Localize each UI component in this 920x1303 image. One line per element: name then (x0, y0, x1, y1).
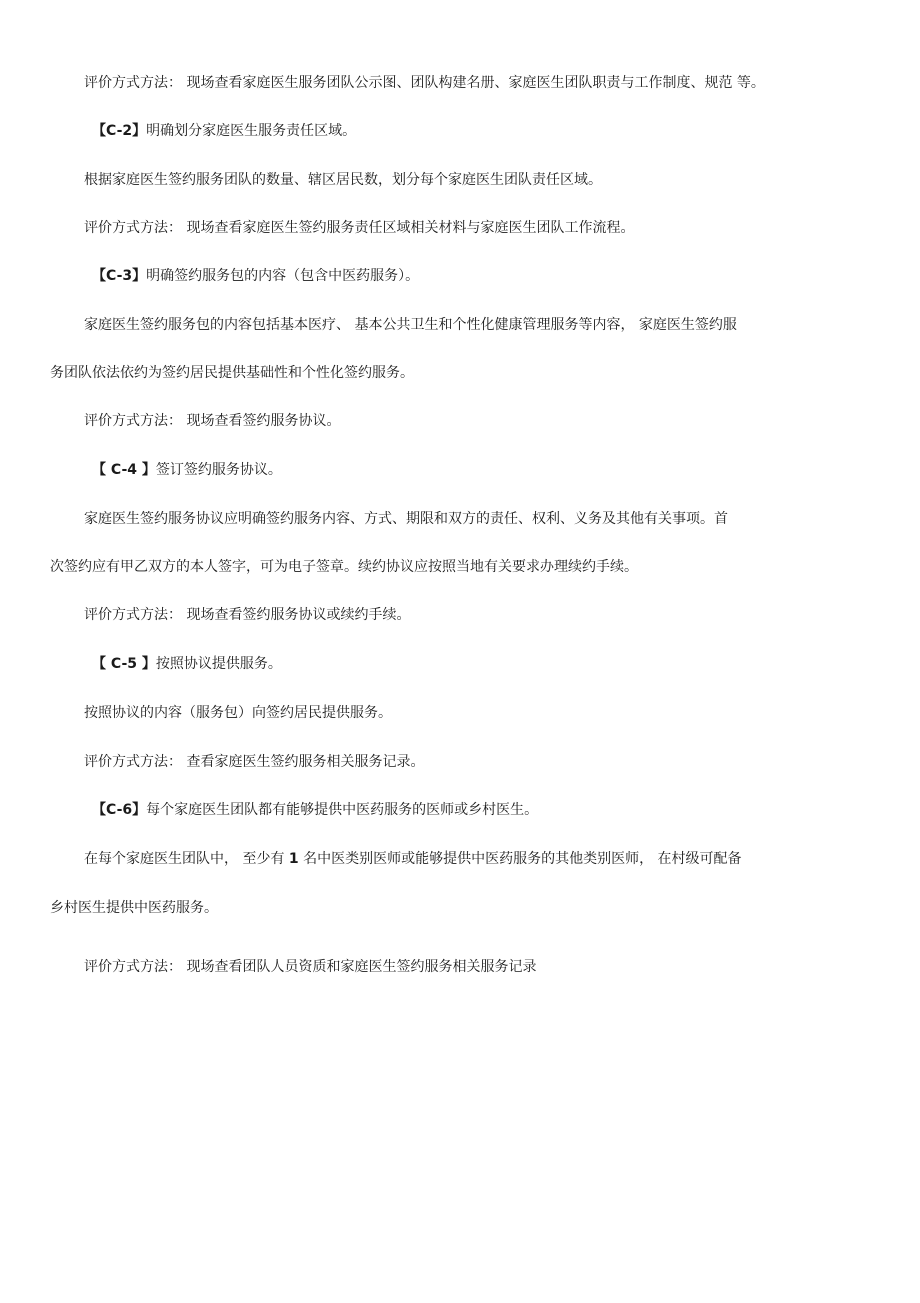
paragraph-text: 家庭医生签约服务包的内容包括基本医疗、 基本公共卫生和个性化健康管理服务等内容， 家庭医生签约服 (84, 317, 737, 333)
item-tag: 【 C-5 】 (92, 656, 156, 672)
item-body-c6-line2 (50, 898, 218, 918)
item-body-c2 (84, 170, 602, 190)
item-body-c6-line1 (84, 849, 742, 869)
paragraph-text: 名中医类别医师或能够提供中医药服务的其他类别医师， 在村级可配备 (298, 851, 742, 867)
paragraph-text: 评价方式方法： 现场查看团队人员资质和家庭医生签约服务相关服务记录 (84, 959, 537, 975)
evaluation-method-c4 (84, 605, 410, 625)
paragraph-text: 评价方式方法： 现场查看签约服务协议。 (84, 413, 341, 429)
item-body-c4-line1 (84, 509, 728, 529)
item-title: 明确划分家庭医生服务责任区域。 (146, 123, 357, 139)
item-body-c3-line1 (84, 315, 737, 335)
item-heading-c6 (92, 800, 538, 820)
paragraph-text: 评价方式方法： 现场查看家庭医生签约服务责任区域相关材料与家庭医生团队工作流程。 (84, 220, 635, 236)
paragraph-text: 根据家庭医生签约服务团队的数量、辖区居民数，划分每个家庭医生团队责任区域。 (84, 172, 602, 188)
paragraph-text: 按照协议的内容（服务包）向签约居民提供服务。 (84, 705, 392, 721)
paragraph-text: 评价方式方法： 现场查看家庭医生服务团队公示图、团队构建名册、家庭医生团队职责与工作制度、规范 等。 (84, 75, 765, 91)
paragraph-text: 评价方式方法： 查看家庭医生签约服务相关服务记录。 (84, 754, 425, 770)
evaluation-method-c5 (84, 752, 424, 772)
paragraph-text: 务团队依法依约为签约居民提供基础性和个性化签约服务。 (50, 365, 414, 381)
item-heading-c3 (92, 266, 419, 286)
paragraph-text: 在每个家庭医生团队中， 至少有 (84, 851, 289, 867)
paragraph-text: 乡村医生提供中医药服务。 (50, 900, 218, 916)
item-heading-c2 (92, 121, 356, 141)
item-tag: 【C-3】 (92, 268, 147, 284)
item-title: 每个家庭医生团队都有能够提供中医药服务的医师或乡村医生。 (146, 802, 539, 818)
evaluation-method-c3 (84, 411, 340, 431)
item-tag: 【 C-4 】 (92, 462, 156, 478)
evaluation-method-c1 (84, 73, 765, 93)
paragraph-text: 次签约应有甲乙双方的本人签字，可为电子签章。续约协议应按照当地有关要求办理续约手续。 (50, 559, 638, 575)
paragraph-text: 评价方式方法： 现场查看签约服务协议或续约手续。 (84, 607, 411, 623)
item-heading-c5 (92, 654, 282, 674)
evaluation-method-c6 (84, 957, 536, 977)
item-tag: 【C-2】 (92, 123, 147, 139)
paragraph-text: 家庭医生签约服务协议应明确签约服务内容、方式、期限和双方的责任、权利、义务及其他有关事项。首 (84, 511, 728, 527)
item-body-c4-line2 (50, 557, 638, 577)
item-title: 签订签约服务协议。 (155, 462, 282, 478)
item-title: 按照协议提供服务。 (155, 656, 282, 672)
item-heading-c4 (92, 460, 282, 480)
item-body-c5 (84, 703, 392, 723)
doctor-count: 1 (288, 851, 299, 867)
item-body-c3-line2 (50, 363, 414, 383)
item-tag: 【C-6】 (92, 802, 147, 818)
item-title: 明确签约服务包的内容（包含中医药服务）。 (146, 268, 420, 284)
evaluation-method-c2 (84, 218, 634, 238)
